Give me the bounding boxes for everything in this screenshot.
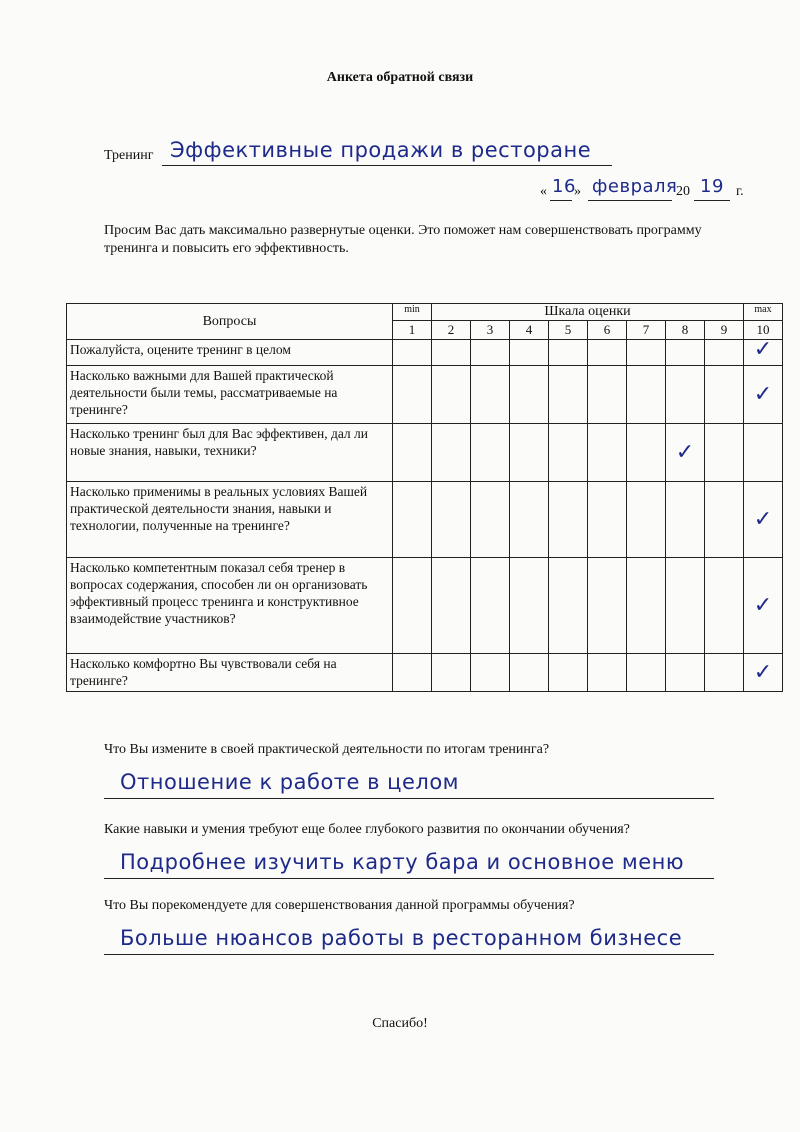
- scale-number: 8: [666, 321, 705, 340]
- open-question-text: Что Вы порекомендуете для совершенствования данной программы обучения?: [104, 898, 575, 913]
- rating-cell[interactable]: [705, 340, 744, 366]
- rating-cell[interactable]: [744, 654, 783, 692]
- rating-cell[interactable]: [627, 558, 666, 654]
- year-underline: [694, 200, 730, 201]
- rating-cell[interactable]: [432, 482, 471, 558]
- checkmark-icon: ✓: [753, 660, 773, 685]
- training-label: Тренинг: [104, 148, 154, 163]
- training-field: [104, 136, 592, 166]
- rating-cell[interactable]: [549, 424, 588, 482]
- handwritten-answer: Подробнее изучить карту бара и основное меню: [120, 850, 685, 874]
- max-label: max: [744, 304, 783, 321]
- rating-rows: [67, 337, 783, 692]
- scale-number: 3: [471, 321, 510, 340]
- rating-cell[interactable]: [588, 482, 627, 558]
- rating-cell[interactable]: [510, 654, 549, 692]
- rating-cell[interactable]: [744, 337, 783, 366]
- open-question-text: Что Вы измените в своей практической деятельности по итогам тренинга?: [104, 742, 550, 757]
- scale-number: 10: [744, 321, 783, 340]
- rating-cell[interactable]: [666, 366, 705, 424]
- date-year-unit: г.: [736, 184, 744, 199]
- rating-cell[interactable]: [471, 366, 510, 424]
- rating-cell[interactable]: [471, 482, 510, 558]
- form-title: Анкета обратной связи: [326, 70, 474, 85]
- answer-underline: [104, 954, 714, 955]
- scale-header: Шкала оценки: [432, 304, 744, 321]
- rating-cell[interactable]: [666, 424, 705, 482]
- date-close-quote: »: [574, 184, 581, 199]
- rating-cell[interactable]: [627, 424, 666, 482]
- rating-cell[interactable]: [588, 558, 627, 654]
- table-row: [67, 654, 783, 692]
- rating-cell[interactable]: [471, 654, 510, 692]
- checkmark-icon: ✓: [753, 337, 773, 362]
- rating-cell[interactable]: [588, 654, 627, 692]
- scale-number: 5: [549, 321, 588, 340]
- rating-cell[interactable]: [510, 482, 549, 558]
- rating-cell[interactable]: [432, 654, 471, 692]
- scale-number: 7: [627, 321, 666, 340]
- rating-cell[interactable]: [744, 366, 783, 424]
- rating-cell[interactable]: [627, 340, 666, 366]
- date-day-handwritten: 16: [552, 176, 576, 197]
- rating-cell[interactable]: [471, 340, 510, 366]
- rating-cell[interactable]: [705, 366, 744, 424]
- question-text: Насколько компетентным показал себя тренер в вопросах содержания, способен ли он организовать эффективный процесс тренинга и конструктивное взаимодействие участников?: [67, 558, 393, 654]
- rating-cell[interactable]: [432, 366, 471, 424]
- rating-cell[interactable]: [432, 340, 471, 366]
- question-text: Насколько важными для Вашей практической деятельности были темы, рассматриваемые на тренинге?: [67, 366, 393, 424]
- rating-cell[interactable]: [393, 482, 432, 558]
- checkmark-icon: ✓: [675, 440, 695, 465]
- rating-cell[interactable]: [471, 424, 510, 482]
- rating-cell[interactable]: [510, 366, 549, 424]
- rating-cell[interactable]: [549, 654, 588, 692]
- rating-cell[interactable]: [588, 340, 627, 366]
- rating-cell[interactable]: [432, 424, 471, 482]
- rating-cell[interactable]: [666, 558, 705, 654]
- rating-cell[interactable]: [588, 424, 627, 482]
- rating-cell[interactable]: [471, 558, 510, 654]
- month-underline: [588, 200, 672, 201]
- rating-cell[interactable]: [627, 482, 666, 558]
- scale-number: 2: [432, 321, 471, 340]
- min-label: min: [393, 304, 432, 321]
- rating-cell[interactable]: [666, 340, 705, 366]
- checkmark-icon: ✓: [753, 507, 773, 532]
- rating-cell[interactable]: [744, 558, 783, 654]
- rating-cell[interactable]: [666, 482, 705, 558]
- rating-cell[interactable]: [705, 424, 744, 482]
- handwritten-answer: Больше нюансов работы в ресторанном бизнесе: [120, 926, 683, 950]
- rating-cell[interactable]: [627, 366, 666, 424]
- thanks-text: Спасибо!: [372, 1016, 428, 1031]
- rating-cell[interactable]: [744, 482, 783, 558]
- rating-cell[interactable]: [393, 424, 432, 482]
- rating-cell[interactable]: [705, 654, 744, 692]
- rating-cell[interactable]: [393, 340, 432, 366]
- rating-cell[interactable]: [510, 424, 549, 482]
- scale-number: 1: [393, 321, 432, 340]
- question-text: Пожалуйста, оцените тренинг в целом: [67, 340, 393, 366]
- question-text: Насколько применимы в реальных условиях Вашей практической деятельности знания, навыки и технологии, полученные на тренинге?: [67, 482, 393, 558]
- training-name-handwritten: Эффективные продажи в ресторане: [170, 138, 592, 162]
- rating-cell[interactable]: [588, 366, 627, 424]
- scale-number: 4: [510, 321, 549, 340]
- rating-cell[interactable]: [627, 654, 666, 692]
- table-row: [67, 366, 783, 424]
- rating-cell[interactable]: [393, 558, 432, 654]
- table-row: [67, 482, 783, 558]
- table-row: [67, 558, 783, 654]
- date-year-handwritten: 19: [700, 176, 724, 197]
- rating-cell[interactable]: [549, 558, 588, 654]
- table-row: [67, 340, 783, 366]
- scale-number: 9: [705, 321, 744, 340]
- handwritten-answer: Отношение к работе в целом: [120, 770, 460, 794]
- rating-cell[interactable]: [510, 340, 549, 366]
- rating-cell[interactable]: [393, 366, 432, 424]
- training-underline: [162, 165, 612, 166]
- rating-cell[interactable]: [393, 654, 432, 692]
- date-open-quote: «: [540, 184, 547, 199]
- rating-cell[interactable]: [705, 558, 744, 654]
- open-question-text: Какие навыки и умения требуют еще более глубокого развития по окончании обучения?: [104, 822, 630, 837]
- intro-text: Просим Вас дать максимально развернутые оценки. Это поможет нам совершенствовать программу тренинга и повысить его эффективность.: [104, 223, 702, 256]
- date-field: [540, 176, 750, 206]
- rating-cell[interactable]: [549, 366, 588, 424]
- scale-number: 6: [588, 321, 627, 340]
- answer-underline: [104, 878, 714, 879]
- date-month-handwritten: февраля: [592, 176, 678, 197]
- rating-cell[interactable]: [510, 558, 549, 654]
- rating-cell[interactable]: [705, 482, 744, 558]
- rating-cell[interactable]: [549, 482, 588, 558]
- questions-header: Вопросы: [67, 304, 393, 340]
- rating-cell[interactable]: [666, 654, 705, 692]
- answer-underline: [104, 798, 714, 799]
- rating-cell[interactable]: [549, 340, 588, 366]
- question-text: Насколько комфортно Вы чувствовали себя на тренинге?: [67, 654, 393, 692]
- question-text: Насколько тренинг был для Вас эффективен, дал ли новые знания, навыки, техники?: [67, 424, 393, 482]
- date-year-prefix: 20: [676, 184, 690, 199]
- rating-cell[interactable]: [432, 558, 471, 654]
- rating-table: [66, 303, 783, 692]
- checkmark-icon: ✓: [753, 593, 773, 618]
- table-row: [67, 424, 783, 482]
- checkmark-icon: ✓: [753, 382, 773, 407]
- rating-cell[interactable]: [744, 424, 783, 482]
- day-underline: [550, 200, 572, 201]
